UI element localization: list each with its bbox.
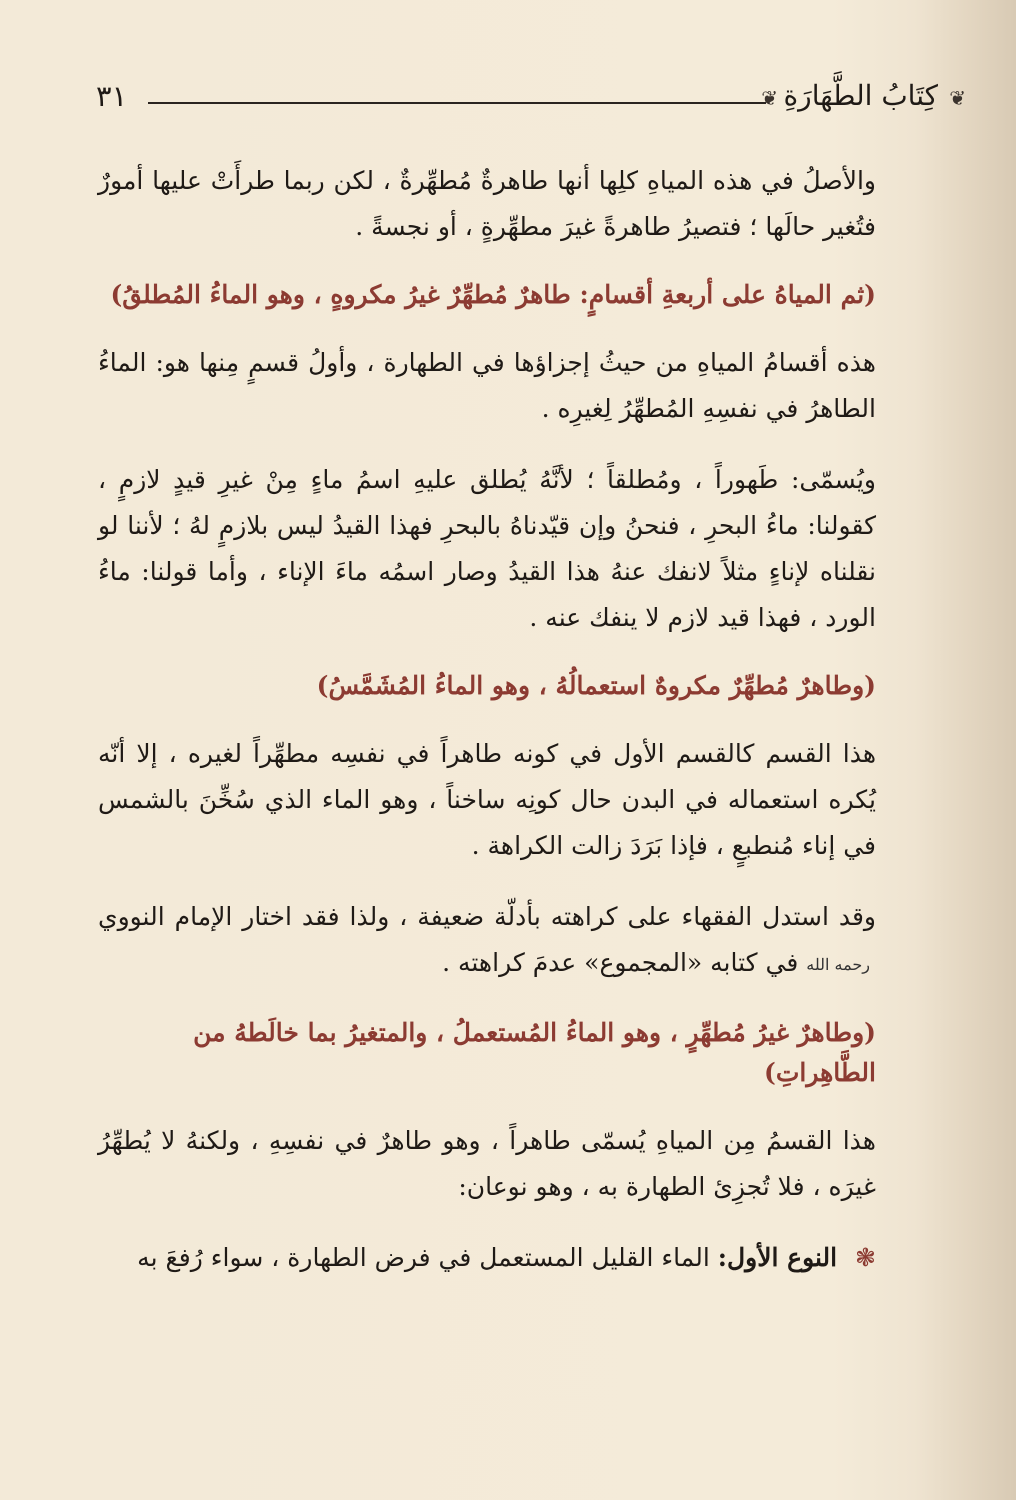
- text-line: ويُسمّى: طَهوراً ، ومُطلقاً ؛ لأنَّهُ يُطلق عليهِ اسمُ ماءٍ مِنْ غيرِ قيدٍ لازمٍ ، كقولنا:: [98, 465, 876, 540]
- paragraph: [98, 457, 876, 641]
- section-heading: (وطاهرٌ غيرُ مُطهِّرٍ ، وهو الماءُ المُستعملُ ، والمتغيرُ بما خالَطهُ من الطَّاهِراتِ): [193, 1017, 876, 1087]
- text-line: هذا القسمُ مِن المياهِ يُسمّى طاهراً ، وهو طاهرٌ في نفسِهِ ، ولكنهُ لا يُطهِّرُ: [98, 1125, 876, 1155]
- page-number: ٣١: [96, 79, 128, 113]
- text-line: والأصلُ في هذه المياهِ كلِها أنها طاهرةٌ مُطهِّرةٌ ، لكن ربما طرأَتْ عليها أمورٌ: [98, 166, 876, 195]
- section-heading: (وطاهرٌ مُطهِّرٌ مكروهٌ استعمالُهُ ، وهو الماءُ المُشَمَّسُ): [316, 671, 876, 700]
- header-rule: [148, 102, 766, 104]
- list-item: [98, 1235, 876, 1281]
- ornament-icon: ❦: [761, 86, 778, 110]
- text-line: فتُغير حالَها ؛ فتصيرُ طاهرةً غيرَ مطهِّرةٍ ، أو نجسةً .: [355, 212, 876, 241]
- section-heading: (ثم المياهُ على أربعةِ أقسامٍ: طاهرٌ مُطهِّرٌ غيرُ مكروهٍ ، وهو الماءُ المُطلقُ): [110, 280, 876, 309]
- text-line: الطاهرُ في نفسِهِ المُطهِّرُ لِغيرِه .: [541, 394, 876, 423]
- paragraph: [98, 731, 876, 869]
- text-line: استعماله في البدن حال كونِه ساخناً ، وهو الماء الذي سُخِّنَ بالشمس في إناء: [98, 785, 876, 860]
- text-line: مُنطبعٍ ، فإذا بَرَدَ زالت الكراهة .: [471, 831, 795, 860]
- paragraph: [98, 158, 876, 250]
- item-lead: النوع الأول:: [717, 1242, 838, 1272]
- text-line: وقد استدل الفقهاء على كراهته بأدلّة ضعيفة ، ولذا فقد اختار الإمام النووي: [98, 902, 876, 931]
- text-line: هذا القسم كالقسم الأول في كونه طاهراً في نفسِه مطهِّراً لغيره ، إلا أنّه يُكره: [98, 739, 876, 814]
- text-line: الماء القليل المستعمل في فرض الطهارة ، سواء رُفعَ به: [137, 1242, 710, 1272]
- bullet-star-icon: ❃: [855, 1242, 876, 1272]
- running-header: [96, 78, 966, 122]
- text-line: هذه أقسامُ المياهِ من حيثُ إجزاؤها في الطهارة ، وأولُ قسمٍ مِنها هو: الماءُ: [98, 348, 876, 377]
- text-line: غيرَه ، فلا تُجزِئ الطهارة به ، وهو نوعان:: [458, 1171, 876, 1201]
- honorific-glyph: رحمه الله: [806, 954, 870, 974]
- paragraph: [98, 340, 876, 432]
- chapter-title: كِتَابُ الطَّهَارَةِ: [783, 79, 938, 112]
- text-line: مثلاً لانفك عنهُ هذا القيدُ وصار اسمُه ماءَ الإناء ، وأما قولنا: ماءُ الورد ، فهذا قيد: [98, 557, 876, 632]
- text-line: ماءُ البحرِ ، فنحنُ وإن قيّدناهُ بالبحرِ فهذا القيدُ ليس بلازمٍ لهُ ؛ لأننا لو نقلناه لإناءٍ: [98, 511, 876, 586]
- paragraph: [98, 894, 876, 988]
- page-body: [98, 158, 876, 1306]
- paragraph: [98, 1118, 876, 1210]
- text-line: في كتابه «المجموع» عدمَ كراهته .: [442, 948, 799, 977]
- ornament-icon: ❦: [949, 86, 966, 110]
- text-line: لازم لا ينفك عنه .: [529, 603, 710, 632]
